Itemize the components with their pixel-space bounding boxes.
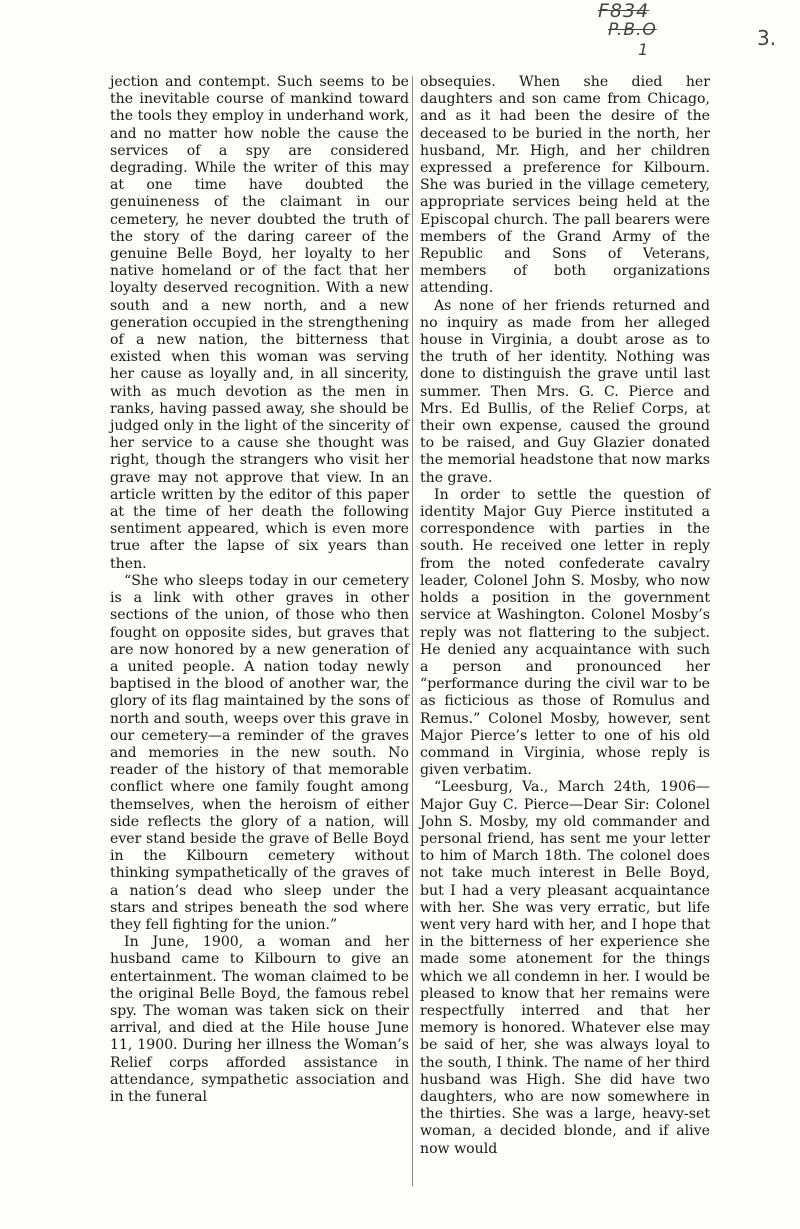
- paragraph-right-2: As none of her friends returned and no inquiry as made from her alleged house in Virginia, a doubt arose as to the truth of her identity. Nothing was done to distinguish the grave until last summer. Then Mrs. G. C. Pierce and Mrs. Ed Bullis, of the Relief Corps, at their own expense, caused the ground to be raised, and Guy Glazier donated the memorial headstone that now marks the grave.: [420, 297, 710, 486]
- paragraph-left-2: “She who sleeps today in our cemetery is a link with other graves in other sections of the union, of those who then fought on opposite sides, but graves that are now honored by a new generation of a united people. A nation today newly baptised in the blood of another war, the glory of its flag maintained by the sons of north and south, weeps over this grave in our cemetery—a reminder of the graves and memories in the new south. No reader of the history of that memorable conflict where one family fought among themselves, when the heroism of either side reflects the glory of a nation, will ever stand beside the grave of Belle Boyd in the Kilbourn cemetery without thinking sympathetically of the graves of a nation’s dead who sleep under the stars and stripes beneath the sod where they fell fighting for the union.”: [110, 572, 409, 933]
- paragraph-right-4: “Leesburg, Va., March 24th, 1906—Major Guy C. Pierce—Dear Sir: Colonel John S. Mosby, my old commander and personal friend, has sent me your letter to him of March 18th. The colonel does not take much interest in Belle Boyd, but I had a very pleasant acquaintance with her. She was very erratic, but life went very hard with her, and I hope that in the bitterness of her experience she made some atonement for the things which we all condemn in her. I would be pleased to know that her remains were respectfully interred and that her memory is honored. Whatever else may be said of her, she was always loyal to the south, I think. The name of her third husband was High. She did have two daughters, who are now somewhere in the thirties. She was a large, heavy-set woman, a decided blonde, and if alive now would: [420, 779, 710, 1157]
- archive-sub-annotation: P.B.O: [608, 20, 657, 40]
- paragraph-right-3: In order to settle the question of identity Major Guy Pierce instituted a correspondence with parties in the south. He received one letter in reply from the noted confederate cavalry leader, Colonel John S. Mosby, who now holds a position in the government service at Washington. Colonel Mosby’s reply was not flattering to the subject. He denied any acquaintance with such a person and pronounced her “performance during the civil war to be as ficticious as those of Romulus and Remus.” Colonel Mosby, however, sent Major Pierce’s letter to one of his old command in Virginia, whose reply is given verbatim.: [420, 486, 710, 779]
- paragraph-left-1: jection and contempt. Such seems to be the inevitable course of mankind toward the tools they employ in underhand work, and no matter how noble the cause the services of a spy are considered degrading. While the writer of this may at one time have doubted the genuineness of the claimant in our cemetery, he never doubted the truth of the story of the daring career of the genuine Belle Boyd, her loyalty to her native homeland or of the fact that her loyalty deserved recognition. With a new south and a new north, and a new generation occupied in the strengthening of a new nation, the bitterness that existed when this woman was serving her cause as loyally and, in all sincerity, with as much devotion as the men in ranks, having passed away, she should be judged only in the light of the sincerity of her service to a cause she thought was right, though the strangers who visit her grave may not approve that view. In an article written by the editor of this paper at the time of her death the following sentiment appeared, which is even more true after the lapse of six years than then.: [110, 74, 409, 572]
- paragraph-right-1: obsequies. When she died her daughters and son came from Chicago, and as it had been the desire of the deceased to be buried in the north, her husband, Mr. High, and her children expressed a preference for Kilbourn. She was buried in the village cemetery, appropriate services being held at the Episcopal church. The pall bearers were members of the Grand Army of the Republic and Sons of Veterans, members of both organizations attending.: [420, 74, 710, 297]
- archive-code-annotation: F834: [598, 0, 650, 22]
- page-number: 3.: [757, 26, 777, 50]
- article-right-column: [420, 74, 710, 1158]
- article-left-column: [110, 74, 409, 1106]
- column-divider: [412, 76, 413, 1186]
- archive-number-annotation: 1: [638, 40, 649, 59]
- paragraph-left-3: In June, 1900, a woman and her husband came to Kilbourn to give an entertainment. The woman claimed to be the original Belle Boyd, the famous rebel spy. The woman was taken sick on their arrival, and died at the Hile house June 11, 1900. During her illness the Woman’s Relief corps afforded assistance in attendance, sympathetic association and in the funeral: [110, 934, 409, 1105]
